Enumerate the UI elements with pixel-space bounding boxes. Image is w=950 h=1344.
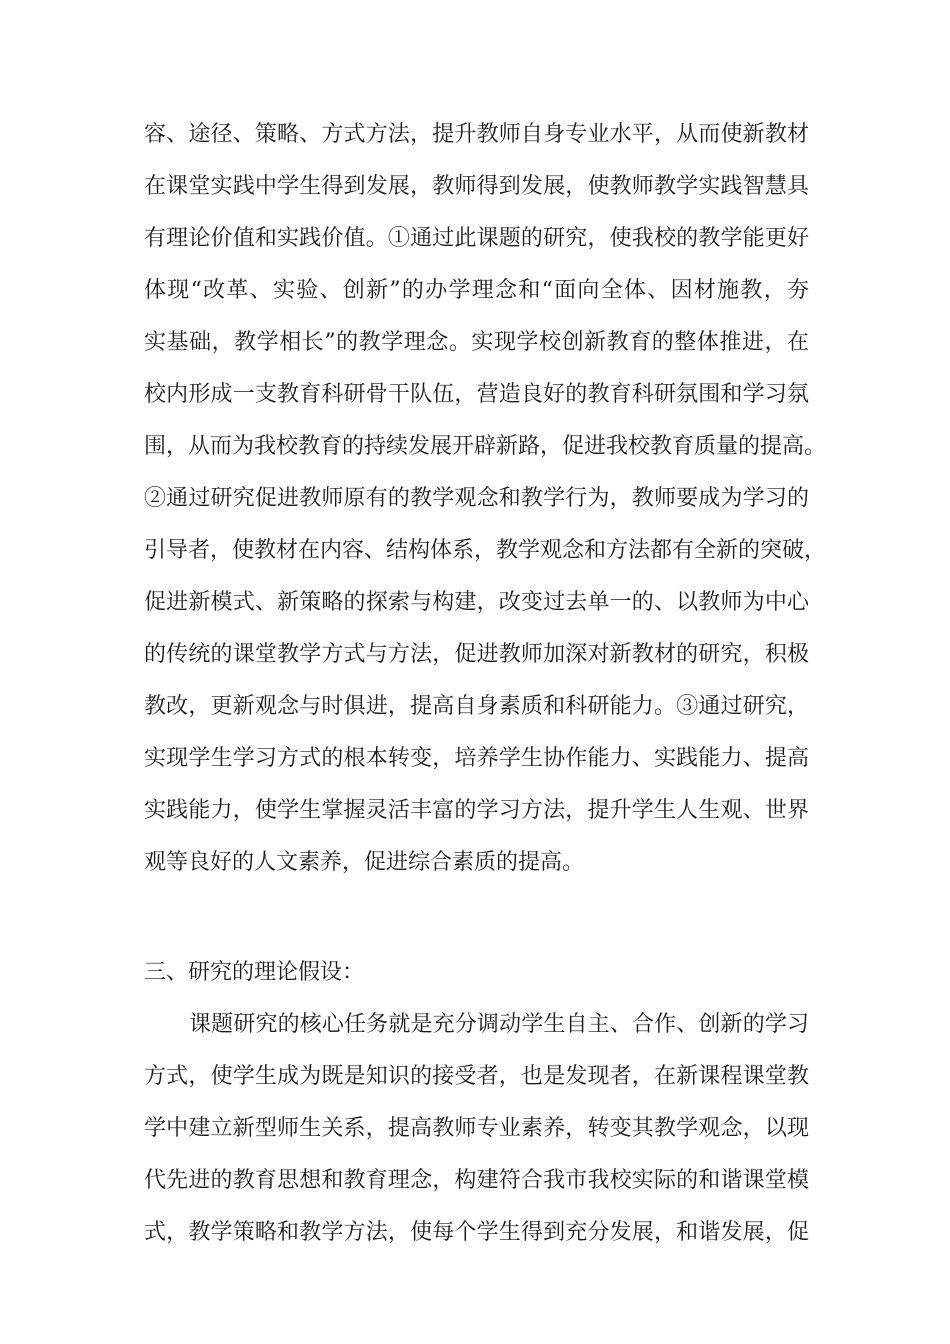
body-text-line: 在课堂实践中学生得到发展，教师得到发展，使教师教学实践智慧具	[144, 174, 809, 199]
body-text-line: 校内形成一支教育科研骨干队伍，营造良好的教育科研氛围和学习氛	[144, 382, 809, 407]
body-text-line: 学中建立新型师生关系，提高教师专业素养，转变其教学观念，以现	[144, 1116, 809, 1141]
body-text-line: 有理论价值和实践价值。①通过此课题的研究，使我校的教学能更好	[144, 226, 809, 251]
body-text-line: 实基础，教学相长”的教学理念。实现学校创新教育的整体推进，在	[144, 330, 809, 355]
body-text-line: 教改，更新观念与时俱进，提高自身素质和科研能力。③通过研究，	[144, 694, 809, 719]
body-text-line: ②通过研究促进教师原有的教学观念和教学行为，教师要成为学习的	[144, 486, 809, 511]
body-text-line: 代先进的教育思想和教育理念，构建符合我市我校实际的和谐课堂模	[144, 1168, 809, 1193]
body-text-line: 围，从而为我校教育的持续发展开辟新路，促进我校教育质量的提高。	[144, 434, 827, 459]
body-text-line: 促进新模式、新策略的探索与构建，改变过去单一的、以教师为中心	[144, 590, 809, 615]
body-text-line: 的传统的课堂教学方式与方法，促进教师加深对新教材的研究，积极	[144, 642, 809, 667]
body-text-line: 体现“改革、实验、创新”的办学理念和“面向全体、因材施教，夯	[144, 278, 809, 303]
section-heading: 三、研究的理论假设：	[144, 960, 365, 985]
body-text-line: 实践能力，使学生掌握灵活丰富的学习方法，提升学生人生观、世界	[144, 798, 809, 823]
body-text-line: 方式，使学生成为既是知识的接受者，也是发现者，在新课程课堂教	[144, 1064, 809, 1089]
body-text-line: 容、途径、策略、方式方法，提升教师自身专业水平，从而使新教材	[144, 122, 809, 147]
body-text-line: 课题研究的核心任务就是充分调动学生自主、合作、创新的学习	[189, 1012, 809, 1037]
body-text-line: 观等良好的人文素养，促进综合素质的提高。	[144, 850, 585, 875]
body-text-line: 式，教学策略和教学方法，使每个学生得到充分发展，和谐发展，促	[144, 1220, 809, 1245]
body-text-line: 引导者，使教材在内容、结构体系，教学观念和方法都有全新的突破，	[144, 538, 827, 563]
body-text-line: 实现学生学习方式的根本转变，培养学生协作能力、实践能力、提高	[144, 746, 809, 771]
